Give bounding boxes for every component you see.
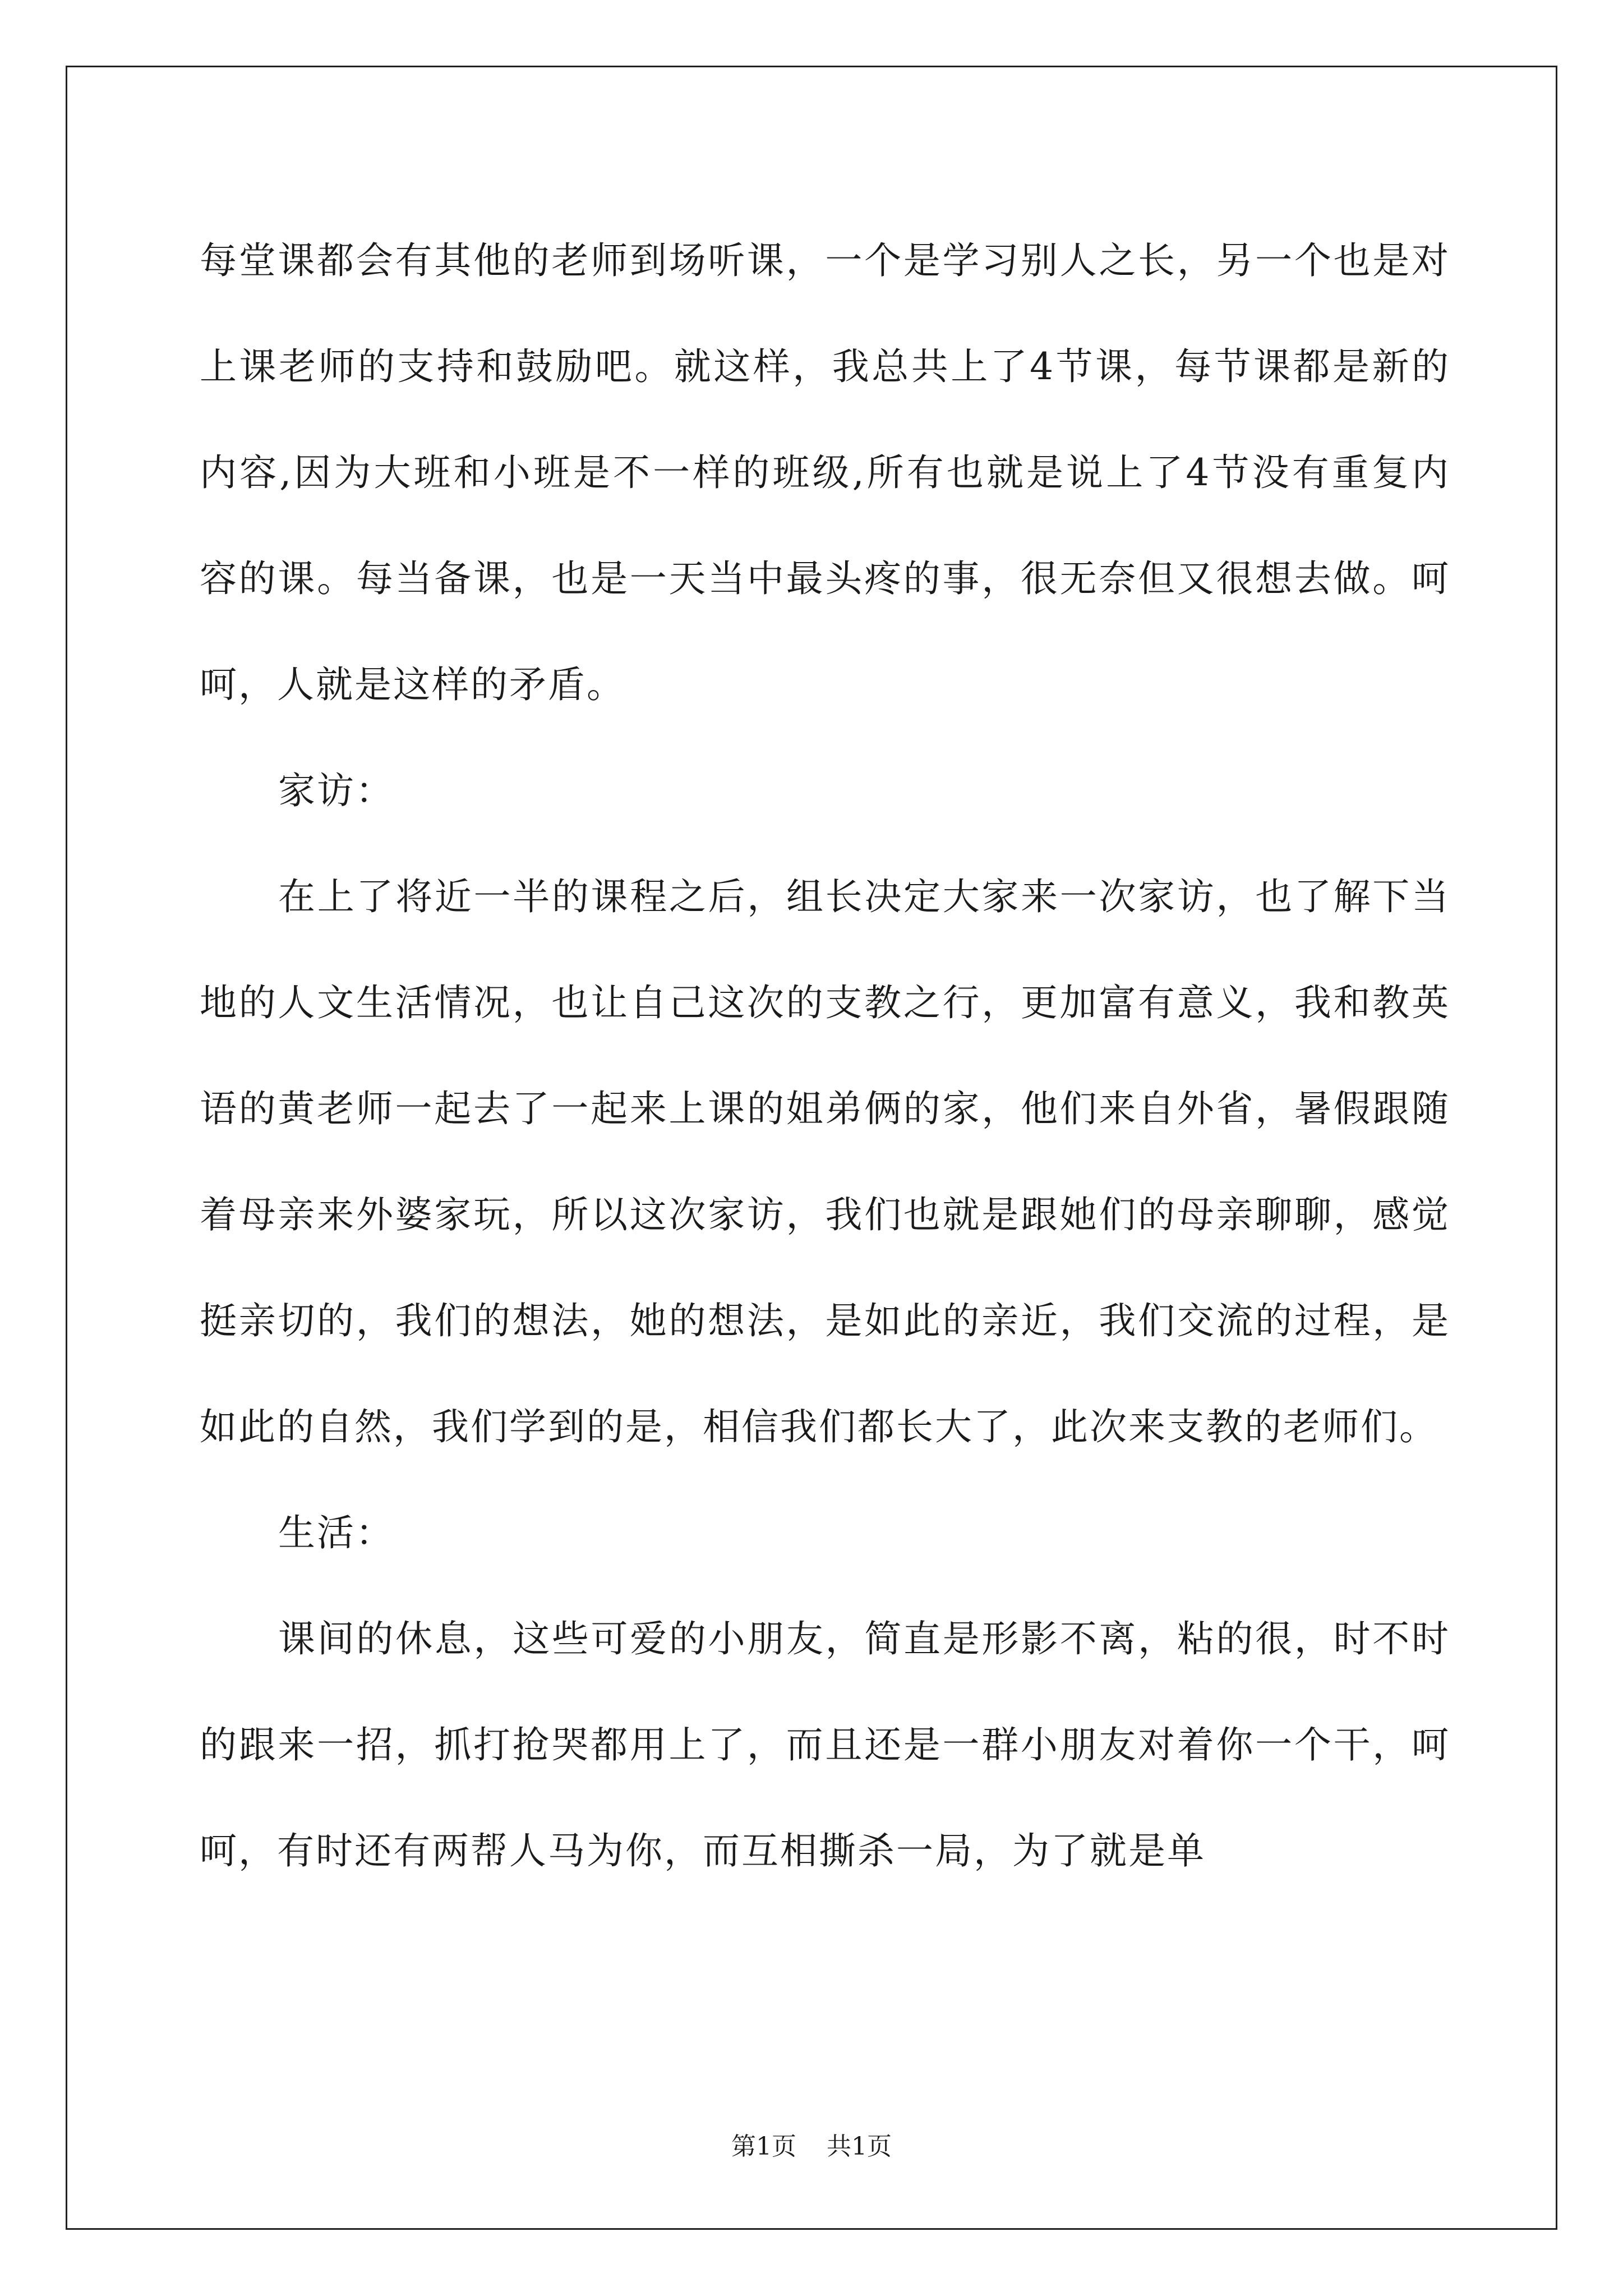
paragraph-life: 课间的休息，这些可爱的小朋友，简直是形影不离，粘的很，时不时的跟来一招，抓打抢哭都用上了，而且还是一群小朋友对着你一个干，呵呵，有时还有两帮人马为你，而互相撕杀一局，为了就是单 (200, 1617, 1450, 1872)
heading-home-visit: 家访： (278, 769, 394, 812)
heading-life: 生活： (278, 1511, 394, 1554)
page-number: 第1页 (731, 2132, 796, 2161)
document-body (200, 208, 1450, 1904)
paragraph-home-visit: 在上了将近一半的课程之后，组长决定大家来一次家访，也了解下当地的人文生活情况，也让自己这次的支教之行，更加富有意义，我和教英语的黄老师一起去了一起来上课的姐弟俩的家，他们来自外省，暑假跟随着母亲来外婆家玩，所以这次家访，我们也就是跟她们的母亲聊聊，感觉挺亲切的，我们的想法，她的想法，是如此的亲近，我们交流的过程，是如此的自然，我们学到的是，相信我们都长大了，此次来支教的老师们。 (200, 875, 1450, 1448)
paragraph-teaching: 每堂课都会有其他的老师到场听课，一个是学习别人之长，另一个也是对上课老师的支持和鼓励吧。就这样，我总共上了4节课，每节课都是新的内容,因为大班和小班是不一样的班级,所有也就是说上了4节没有重复内容的课。每当备课，也是一天当中最头疼的事，很无奈但又很想去做。呵呵，人就是这样的矛盾。 (200, 239, 1450, 706)
page-total: 共1页 (827, 2132, 892, 2161)
page-footer (0, 2126, 1623, 2162)
